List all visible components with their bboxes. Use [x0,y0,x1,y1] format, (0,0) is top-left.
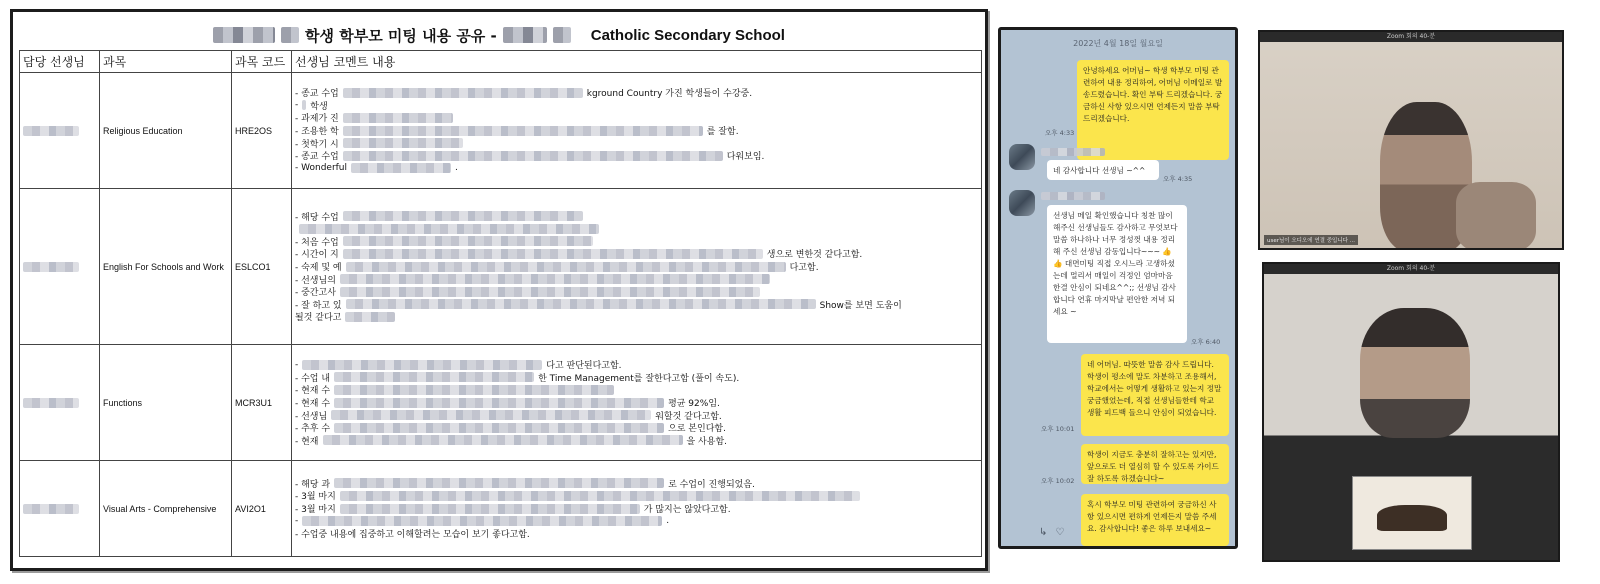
redacted-text [334,385,614,395]
comment-line [295,162,978,175]
comment-line [295,409,978,422]
comment-text-start: - [295,100,299,111]
chat-message-outgoing: 네 어머님. 따뜻한 말씀 감사 드립니다. 학생이 평소에 말도 차분하고 조용해서, 학교에서는 어떻게 생활하고 있는지 정말 궁금했었는데, 직접 선생님들한테 학교 생활 피드백 들으니 안심이 되었습니다. [1081,354,1229,436]
comment-cell [292,461,982,557]
redacted-teacher-name [23,504,79,514]
comment-line [295,235,978,248]
course-code-cell: HRE2OS [232,73,292,189]
course-code-cell: ESLCO1 [232,189,292,345]
zoom-video-top [1258,30,1564,250]
comment-text-end: 생으로 변한것 같다고함. [766,250,863,261]
comment-text-start: - 종교 수업 [295,152,339,163]
comment-line [295,384,978,397]
comment-line [295,137,978,150]
comment-line [295,421,978,434]
redacted-text [302,100,306,110]
heart-icon[interactable]: ♡ [1055,527,1065,538]
table-row [20,73,982,189]
message-time: 오후 4:35 [1163,175,1193,183]
comment-line [295,371,978,384]
comment-line [295,298,978,311]
teacher-cell [20,461,100,557]
message-time: 오후 10:01 [1041,425,1075,433]
comment-line [295,149,978,162]
teacher-cell [20,345,100,461]
header-code: 과목 코드 [232,51,292,73]
redacted-text [351,163,451,173]
comment-line [295,124,978,137]
message-time: 오후 4:33 [1045,129,1075,137]
redacted-text [343,211,583,221]
table-header-row [20,51,982,73]
comment-text-start: - 수업중 내용에 집중하고 이해할려는 모습이 보기 좋다고함. [295,530,530,541]
teacher-cell [20,189,100,345]
comment-line [295,285,978,298]
comment-text-start: - 숙제 및 예 [295,263,342,273]
chat-window [998,27,1238,549]
chat-message-incoming: 네 감사합니다 선생님 ~^^ [1047,160,1159,180]
comment-cell [292,73,982,189]
comment-line [295,396,978,409]
comment-text-start: - 추후 수 [295,424,331,435]
comment-text-start: - 3월 마지 [295,492,336,503]
sender-name [1041,148,1105,156]
zoom-video-bottom [1262,262,1560,562]
comment-line [295,210,978,223]
comment-text-start: 될것 같다고 [295,313,342,324]
course-code-cell: MCR3U1 [232,345,292,461]
comment-text-start: - 처음 수업 [295,237,339,248]
comment-text-start: - 현재 [295,436,319,447]
chat-message-incoming: 선생님 메일 확인했습니다 칭찬 많이 해주신 선생님들도 감사하고 무엇보다 말씀 하나하나 너무 정성껏 내용 정리해 주신 선생님 감동입니다~~~ 👍👍 대면미팅 직접 오시느라 고생하셨는데 멀리서 매일이 걱정인 엄마마음 한결 안심이 되네요^^;; 선생님 감사합니다 연휴 마지막날 편안한 저녁 되세요 ~ [1047,205,1187,343]
redacted-text [299,224,599,234]
header-subject: 과목 [100,51,232,73]
redacted-teacher-name [23,126,79,136]
redacted-text [334,398,664,408]
comment-text-end: Show를 보면 도움이 [819,300,902,311]
chat-message-outgoing: 혹시 학부모 미팅 관련하여 궁금하신 사항 있으시면 편하게 언제든지 말씀 주세요. 감사합니다! 좋은 하루 보내세요~ [1081,494,1229,546]
header-comment: 선생님 코멘트 내용 [292,51,982,73]
comment-text-end: 다고함. [789,263,819,273]
comment-line [295,477,978,490]
zoom-titlebar: Zoom 회의 40-분 [1264,264,1558,274]
zoom-titlebar: Zoom 회의 40-분 [1260,32,1562,42]
comment-text-start: - 조용한 학 [295,127,339,137]
redacted-text [340,287,760,297]
comment-line [295,434,978,447]
comment-line [295,248,978,261]
comment-text-end: 워할것 같다고함. [655,411,722,422]
redacted-text [340,274,770,284]
shoe-photo [1352,476,1472,550]
chat-action-bar [1039,527,1064,538]
redacted-text [331,410,651,420]
avatar[interactable] [1009,190,1035,216]
table-row [20,189,982,345]
comment-text-start: - 첫학기 시 [295,139,339,150]
comment-text-start: - 수업 내 [295,373,331,384]
comment-line [295,311,978,324]
participant-video [1360,308,1470,438]
redacted-text [334,372,534,382]
comment-text-end: . [666,516,670,527]
comment-text-end: 으로 본인다함. [668,424,726,435]
redacted-text [345,312,395,322]
redacted-text [343,236,593,246]
redacted-text [343,249,763,259]
header-teacher: 담당 선생님 [20,51,100,73]
subject-cell: Visual Arts - Comprehensive [100,461,232,557]
comment-text-start: - 시간이 지 [295,250,339,261]
comment-line [295,273,978,286]
teacher-cell [20,73,100,189]
chat-date: 2022년 4월 18일 월요일 [1073,39,1163,48]
comment-line [295,86,978,99]
redacted-text [302,516,662,526]
comment-text-start: - 선생님 [295,411,328,422]
comment-line [295,99,978,112]
comment-text-start: - 선생님의 [295,275,336,286]
comment-text-start: - 현재 수 [295,399,331,409]
document-title: 학생 학부모 미팅 내용 공유 - [305,26,497,45]
message-time: 오후 6:40 [1191,338,1221,346]
redacted-block [553,27,571,43]
comment-line [295,222,978,235]
subject-cell: Religious Education [100,73,232,189]
meeting-document [10,9,988,571]
message-time: 오후 10:02 [1041,477,1075,485]
redacted-text [343,126,703,136]
redacted-block [281,27,299,43]
comment-text-start: - [295,359,299,370]
comment-text-start: - 현재 수 [295,386,331,397]
redacted-text [340,491,860,501]
school-name: Catholic Secondary School [590,26,785,44]
comment-text-start: - 종교 수업 [295,89,339,100]
redacted-block [213,27,275,43]
comment-text-end: 다고 판단된다고함. [546,361,622,372]
document-title-row [13,22,985,48]
participant-hand [1456,182,1536,250]
subject-cell: English For Schools and Work [100,189,232,345]
comment-text-end: 을 사용함. [686,436,727,447]
comment-line [295,260,978,273]
comment-cell [292,189,982,345]
comment-line [295,527,978,540]
comment-text-end: 학생 [310,101,328,112]
chat-message-outgoing: 학생이 지금도 충분히 잘하고는 있지만, 앞으로도 더 열심히 할 수 있도록 가이드 잘 하도록 하겠습니다~ [1081,444,1229,484]
redacted-text [340,504,640,514]
comment-text-start: - Wonderful [295,163,348,174]
meeting-table [19,50,982,557]
shoe-icon [1377,505,1447,531]
redacted-text [334,478,664,488]
redacted-text [302,360,542,370]
comment-text-end: 한 Time Management를 잘한다고함 (풀이 속도). [538,373,740,384]
comment-text-end: . [455,163,458,174]
course-code-cell: AVI2O1 [232,461,292,557]
comment-text-start: - 해당 수업 [295,212,339,223]
comment-text-end: 를 잘함. [706,127,739,137]
comment-line [295,112,978,125]
redacted-text [343,151,723,161]
subject-cell: Functions [100,345,232,461]
chat-message-outgoing: 안녕하세요 어머님~ 학생 학부모 미팅 관련하여 내용 정리하여, 어머님 이메일로 발송드렸습니다. 확인 부탁 드리겠습니다. 궁금하신 사항 있으시면 언제든지 말씀 부탁 드리겠습니다. [1077,60,1229,160]
comment-line [295,490,978,503]
redacted-text [343,138,463,148]
sender-name [1041,192,1105,200]
redacted-teacher-name [23,398,79,408]
redacted-text [343,88,583,98]
audio-status-caption: user님이 오디오에 연결 중입니다 ... [1264,235,1358,245]
redacted-text [346,299,816,309]
reply-icon[interactable]: ↳ [1039,527,1048,538]
table-row [20,345,982,461]
redacted-text [334,423,664,433]
comment-text-start: - 과제가 진 [295,114,339,125]
comment-text-end: kground Country 가진 학생들이 수강중. [586,89,753,100]
comment-cell [292,345,982,461]
comment-text-start: - 3월 마지 [295,505,336,515]
comment-text-start: - [295,516,299,527]
avatar[interactable] [1009,144,1035,170]
comment-line [295,358,978,371]
comment-line [295,515,978,528]
comment-text-end: 가 많지는 않았다고함. [643,505,731,515]
comment-text-start: - 해당 과 [295,479,331,490]
table-row [20,461,982,557]
comment-line [295,502,978,515]
comment-text-end: 평균 92%임. [668,399,720,409]
comment-text-start: - 잘 하고 있 [295,300,342,311]
redacted-text [346,262,786,272]
redacted-text [343,113,453,123]
redacted-text [323,435,683,445]
comment-text-end: 로 수업이 진행되었음. [668,479,755,490]
redacted-teacher-name [23,262,79,272]
comment-text-start: - 중간고사 [295,288,336,299]
comment-text-end: 다워보임. [726,152,765,163]
redacted-block [503,27,547,43]
